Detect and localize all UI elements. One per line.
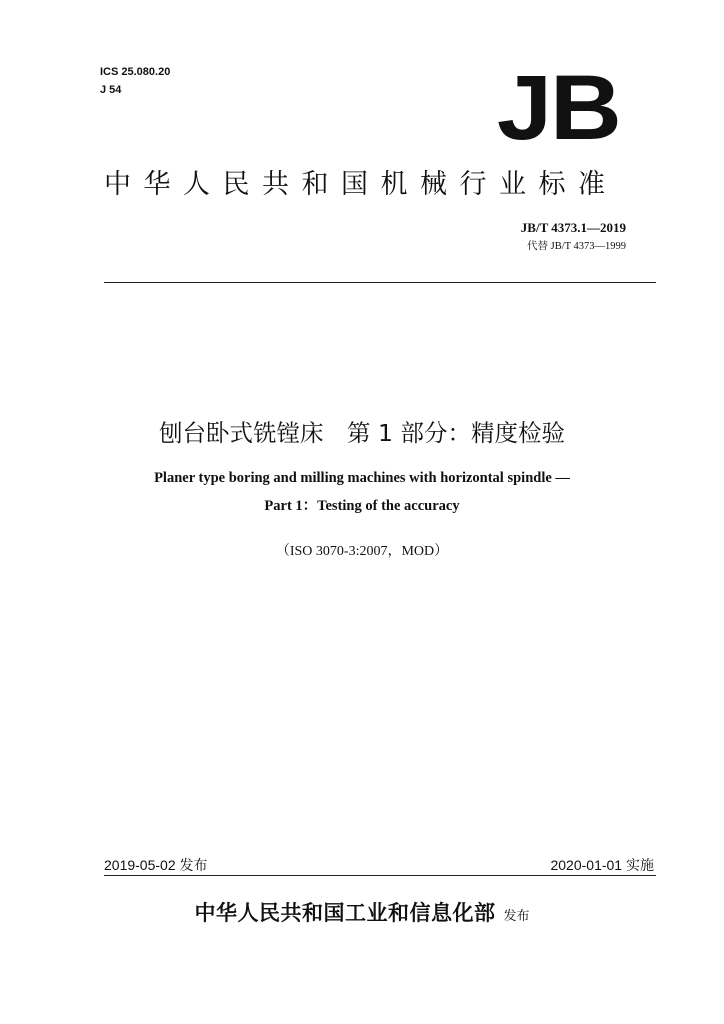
- jb-logo: JB: [497, 57, 620, 159]
- classification-code: J 54: [100, 84, 122, 96]
- ics-code: ICS 25.080.20: [100, 66, 171, 78]
- standard-type-title: 中华人民共和国机械行业标准: [104, 169, 618, 200]
- top-divider: [104, 282, 656, 283]
- document-title-cn: 刨台卧式铣镗床 第 1 部分：精度检验: [159, 419, 565, 447]
- replaces-note: 代替 JB/T 4373—1999: [527, 241, 626, 252]
- document-title-en-line2: Part 1：Testing of the accuracy: [264, 498, 460, 514]
- bottom-divider: [104, 875, 656, 876]
- issuer-line: [0, 897, 724, 927]
- implement-date: 2020-01-01 实施: [550, 857, 654, 873]
- iso-reference: （ISO 3070-3:2007，MOD）: [275, 544, 449, 559]
- document-title-en-line1: Planer type boring and milling machines with horizontal spindle —: [154, 470, 570, 486]
- standard-code: JB/T 4373.1—2019: [520, 220, 626, 235]
- issuing-authority: 中华人民共和国工业和信息化部: [194, 901, 496, 925]
- publish-date: 2019-05-02 发布: [104, 857, 208, 873]
- issue-label: 发布: [503, 909, 530, 924]
